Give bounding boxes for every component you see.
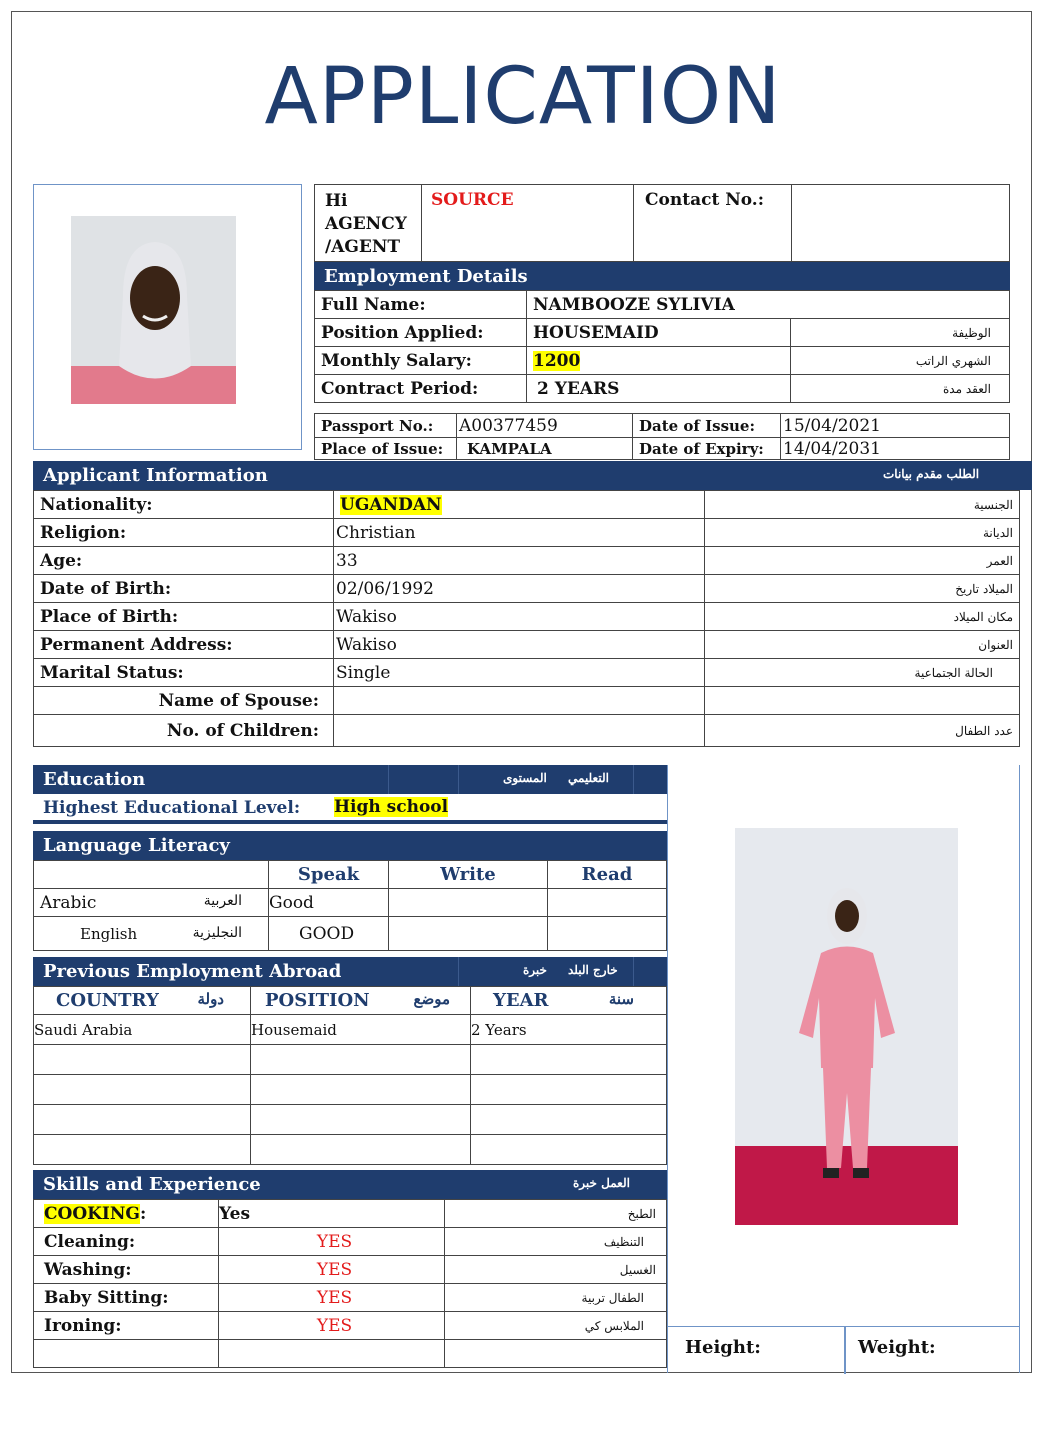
previous-row: [34, 1015, 667, 1045]
employment-header-title: Employment Details: [324, 266, 528, 287]
passport-row: [315, 414, 1010, 438]
passport-no-value: A00377459: [457, 414, 633, 438]
education-row: [33, 794, 667, 824]
applicant-header-arabic: الطلب مقدم بيانات: [883, 467, 980, 481]
applicant-row: [34, 519, 1020, 547]
pob-arabic: مكان الميلاد: [705, 603, 1020, 631]
expiry-date-label: Date of Expiry:: [633, 438, 781, 460]
address-label: Permanent Address:: [34, 631, 334, 659]
education-header: [33, 765, 667, 794]
skill-row: [34, 1312, 667, 1340]
position-header-en: POSITION: [265, 990, 370, 1011]
cleaning-arabic: التنظيف: [445, 1228, 667, 1256]
skills-header: [33, 1170, 667, 1199]
country-header-ar: دولة: [197, 990, 224, 1008]
marital-arabic: الحالة الجتماعية: [705, 659, 1020, 687]
previous-header-title: Previous Employment Abroad: [43, 961, 342, 982]
cooking-label-cell: [34, 1200, 219, 1228]
dob-arabic: الميلاد تاريخ: [705, 575, 1020, 603]
contract-label: Contract Period:: [315, 375, 527, 403]
religion-label: Religion:: [34, 519, 334, 547]
skill-row: [34, 1228, 667, 1256]
arabic-write: [389, 889, 548, 917]
previous-header: [33, 957, 667, 986]
nationality-arabic: الجنسية: [705, 491, 1020, 519]
cooking-suffix: :: [139, 1203, 147, 1224]
year-header-ar: سنة: [608, 990, 634, 1008]
spouse-label: Name of Spouse:: [34, 687, 334, 715]
nationality-label: Nationality:: [34, 491, 334, 519]
english-speak: GOOD: [269, 917, 389, 951]
language-blank-header: [34, 861, 269, 889]
skills-table: [33, 1199, 667, 1368]
contract-arabic: العقد مدة: [791, 375, 1010, 403]
speak-header: Speak: [269, 861, 389, 889]
arabic-language-name: Arabic: [40, 892, 97, 913]
portrait-photo-frame: [33, 184, 302, 450]
applicant-row: [34, 603, 1020, 631]
age-label: Age:: [34, 547, 334, 575]
salary-label: Monthly Salary:: [315, 347, 527, 375]
applicant-table: [33, 490, 1020, 747]
salary-arabic: الشهري الراتب: [791, 347, 1010, 375]
babysitting-arabic: الطفال تربية: [445, 1284, 667, 1312]
ironing-label: Ironing:: [34, 1312, 219, 1340]
arabic-read: [548, 889, 667, 917]
expiry-date-value: 14/04/2031: [781, 438, 1010, 460]
employment-row: [315, 319, 1010, 347]
language-row: [34, 917, 667, 951]
employment-table: [314, 290, 1010, 403]
spouse-value: [334, 687, 705, 715]
spouse-arabic: [705, 687, 1020, 715]
place-issue-label: Place of Issue:: [315, 438, 457, 460]
prev-position: Housemaid: [251, 1015, 471, 1045]
skill-row: [34, 1340, 667, 1368]
year-header-en: YEAR: [493, 990, 549, 1011]
full-name-label: Full Name:: [315, 291, 527, 319]
babysitting-value: YES: [219, 1284, 445, 1312]
arabic-speak: Good: [269, 889, 389, 917]
skills-header-arabic: العمل خبرة: [573, 1176, 630, 1190]
children-arabic: عدد الطفال: [705, 715, 1020, 747]
dob-value: 02/06/1992: [334, 575, 705, 603]
education-header-title: Education: [43, 769, 146, 790]
passport-no-label: Passport No.:: [315, 414, 457, 438]
english-language-cell: [34, 917, 269, 951]
marital-label: Marital Status:: [34, 659, 334, 687]
education-value: High school: [334, 797, 449, 817]
year-header: [471, 987, 667, 1015]
dob-label: Date of Birth:: [34, 575, 334, 603]
applicant-row: [34, 575, 1020, 603]
cleaning-value: YES: [219, 1228, 445, 1256]
applicant-row: [34, 659, 1020, 687]
marital-value: Single: [334, 659, 705, 687]
ironing-arabic: الملابس كي: [445, 1312, 667, 1340]
babysitting-label: Baby Sitting:: [34, 1284, 219, 1312]
address-arabic: العنوان: [705, 631, 1020, 659]
religion-value: Christian: [334, 519, 705, 547]
english-read: [548, 917, 667, 951]
contract-value: 2 YEARS: [527, 375, 791, 403]
position-header: [251, 987, 471, 1015]
salary-cell: [527, 347, 791, 375]
issue-date-value: 15/04/2021: [781, 414, 1010, 438]
previous-header-arabic-2: خارج البلد: [568, 963, 618, 977]
write-header: Write: [389, 861, 548, 889]
read-header: Read: [548, 861, 667, 889]
country-header-en: COUNTRY: [56, 990, 159, 1011]
washing-value: YES: [219, 1256, 445, 1284]
full-name-value: NAMBOOZE SYLIVIA: [527, 291, 1010, 319]
language-table: [33, 860, 667, 951]
skill-row: [34, 1200, 667, 1228]
fullbody-photo-area: [667, 765, 1020, 1373]
language-header: [33, 831, 667, 860]
age-arabic: العمر: [705, 547, 1020, 575]
fullbody-photo: [735, 828, 958, 1225]
previous-row: [34, 1135, 667, 1165]
passport-table: [314, 413, 1010, 460]
place-issue-value: KAMPALA: [457, 438, 633, 460]
previous-row: [34, 1105, 667, 1135]
employment-header: [314, 262, 1010, 290]
measures-box: [667, 1326, 1020, 1373]
skills-header-title: Skills and Experience: [43, 1174, 261, 1195]
weight-label: Weight:: [858, 1337, 936, 1358]
pob-value: Wakiso: [334, 603, 705, 631]
english-write: [389, 917, 548, 951]
religion-arabic: الديانة: [705, 519, 1020, 547]
children-label: No. of Children:: [34, 715, 334, 747]
cooking-value: Yes: [219, 1200, 445, 1228]
language-header-title: Language Literacy: [43, 835, 230, 856]
english-language-arabic: النجليزية: [192, 924, 242, 941]
applicant-header-title: Applicant Information: [43, 465, 268, 486]
skill-row: [34, 1256, 667, 1284]
previous-header-arabic-1: خبرة: [523, 963, 547, 977]
education-header-arabic-1: المستوى: [503, 771, 547, 785]
previous-row: [34, 1045, 667, 1075]
contact-label: Contact No.:: [645, 190, 764, 210]
applicant-row: [34, 687, 1020, 715]
agency-label: Hi AGENCY /AGENT: [325, 191, 407, 257]
nationality-value: UGANDAN: [340, 494, 442, 515]
previous-row: [34, 1075, 667, 1105]
agency-box: [314, 184, 1010, 262]
prev-year: 2 Years: [471, 1015, 667, 1045]
arabic-language-arabic: العربية: [203, 892, 242, 909]
children-value: [334, 715, 705, 747]
passport-row: [315, 438, 1010, 460]
english-language-name: English: [80, 924, 138, 943]
arabic-language-cell: [34, 889, 269, 917]
employment-row: [315, 347, 1010, 375]
address-value: Wakiso: [334, 631, 705, 659]
applicant-row: [34, 547, 1020, 575]
position-value: HOUSEMAID: [527, 319, 791, 347]
portrait-photo: [71, 216, 236, 404]
source-label: SOURCE: [431, 190, 514, 210]
issue-date-label: Date of Issue:: [633, 414, 781, 438]
nationality-cell: [334, 491, 705, 519]
position-header-ar: موضع: [413, 990, 450, 1008]
applicant-row: [34, 631, 1020, 659]
salary-value: 1200: [533, 350, 581, 371]
applicant-row: [34, 715, 1020, 747]
applicant-header: [33, 461, 1032, 490]
cooking-label: COOKING: [44, 1203, 140, 1224]
employment-row: [315, 291, 1010, 319]
height-label: Height:: [685, 1337, 761, 1358]
applicant-row: [34, 491, 1020, 519]
education-header-arabic-2: التعليمي: [568, 771, 609, 785]
position-arabic: الوظيفة: [791, 319, 1010, 347]
previous-header-row: [34, 987, 667, 1015]
cooking-arabic: الطبخ: [445, 1200, 667, 1228]
previous-table: [33, 986, 667, 1165]
page-title: APPLICATION: [264, 52, 782, 142]
age-value: 33: [334, 547, 705, 575]
position-label: Position Applied:: [315, 319, 527, 347]
cleaning-label: Cleaning:: [34, 1228, 219, 1256]
employment-row: [315, 375, 1010, 403]
prev-country: Saudi Arabia: [34, 1015, 251, 1045]
washing-label: Washing:: [34, 1256, 219, 1284]
country-header: [34, 987, 251, 1015]
skill-row: [34, 1284, 667, 1312]
pob-label: Place of Birth:: [34, 603, 334, 631]
language-row: [34, 889, 667, 917]
education-label: Highest Educational Level:: [43, 798, 301, 818]
washing-arabic: الغسيل: [445, 1256, 667, 1284]
ironing-value: YES: [219, 1312, 445, 1340]
language-header-row: [34, 861, 667, 889]
